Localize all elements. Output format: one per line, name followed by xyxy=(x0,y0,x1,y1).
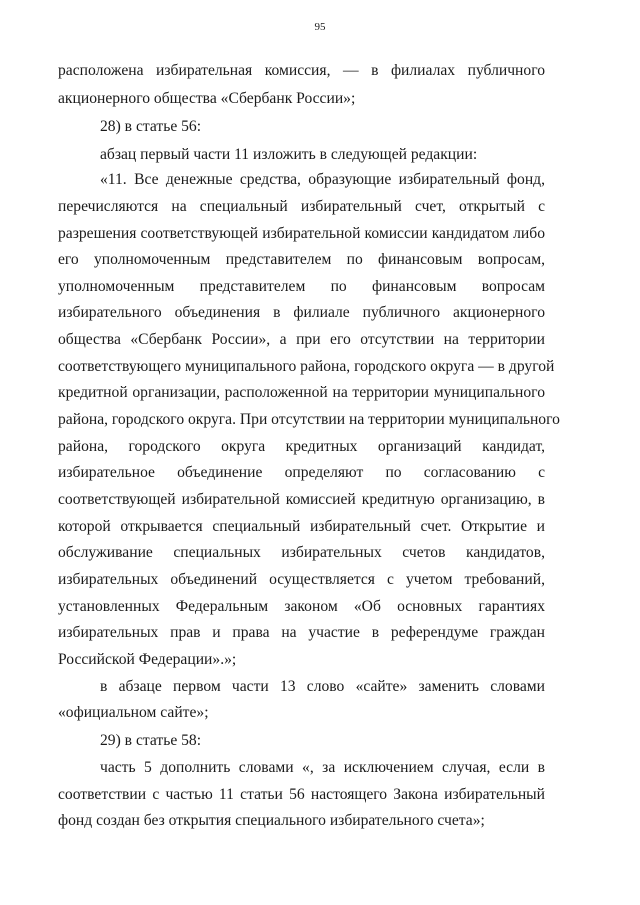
text-line: абзац первый части 11 изложить в следующей редакции: xyxy=(100,146,478,163)
text-line: соответствующего муниципального района, городского округа — в другой xyxy=(58,358,555,375)
text-line: района, городского округа кредитных организаций кандидат, xyxy=(58,438,545,455)
text-line: акционерного общества «Сбербанк России»; xyxy=(58,90,356,107)
text-line: общества «Сбербанк России», а при его отсутствии на территории xyxy=(58,331,545,348)
text-line: разрешения соответствующей избирательной комиссии кандидатом либо xyxy=(58,225,545,242)
text-line: в абзаце первом части 13 слово «сайте» заменить словами xyxy=(100,678,545,695)
text-line: избирательного объединения в филиале публичного акционерного xyxy=(58,304,545,321)
text-line: 28) в статье 56: xyxy=(100,118,202,135)
text-line: часть 5 дополнить словами «, за исключением случая, если в xyxy=(100,759,545,776)
text-line: Российской Федерации».»; xyxy=(58,651,237,668)
text-line: обслуживание специальных избирательных счетов кандидатов, xyxy=(58,544,545,561)
text-line: фонд создан без открытия специального избирательного счета»; xyxy=(58,812,485,829)
page-number: 95 xyxy=(314,21,326,33)
text-line: его уполномоченным представителем по финансовым вопросам, xyxy=(58,251,545,268)
text-line: перечисляются на специальный избирательный счет, открытый с xyxy=(58,198,545,215)
text-line: 29) в статье 58: xyxy=(100,732,202,749)
text-line: соответствующей избирательной комиссией кредитную организацию, в xyxy=(58,491,545,508)
text-line: расположена избирательная комиссия, — в филиалах публичного xyxy=(58,62,545,79)
text-line: установленных Федеральным законом «Об основных гарантиях xyxy=(58,598,545,615)
text-line: «11. Все денежные средства, образующие избирательный фонд, xyxy=(100,171,545,188)
text-line: кредитной организации, расположенной на территории муниципального xyxy=(58,384,545,401)
text-line: которой открывается специальный избирательный счет. Открытие и xyxy=(58,518,545,535)
text-line: уполномоченным представителем по финансовым вопросам xyxy=(58,278,545,295)
text-line: избирательное объединение определяют по согласованию с xyxy=(58,464,545,481)
text-line: избирательных прав и права на участие в референдуме граждан xyxy=(58,624,545,641)
text-line: района, городского округа. При отсутствии на территории муниципального xyxy=(58,411,560,428)
text-line: «официальном сайте»; xyxy=(58,704,209,721)
text-line: избирательных объединений осуществляется с учетом требований, xyxy=(58,571,545,588)
text-line: соответствии с частью 11 статьи 56 настоящего Закона избирательный xyxy=(58,786,545,803)
